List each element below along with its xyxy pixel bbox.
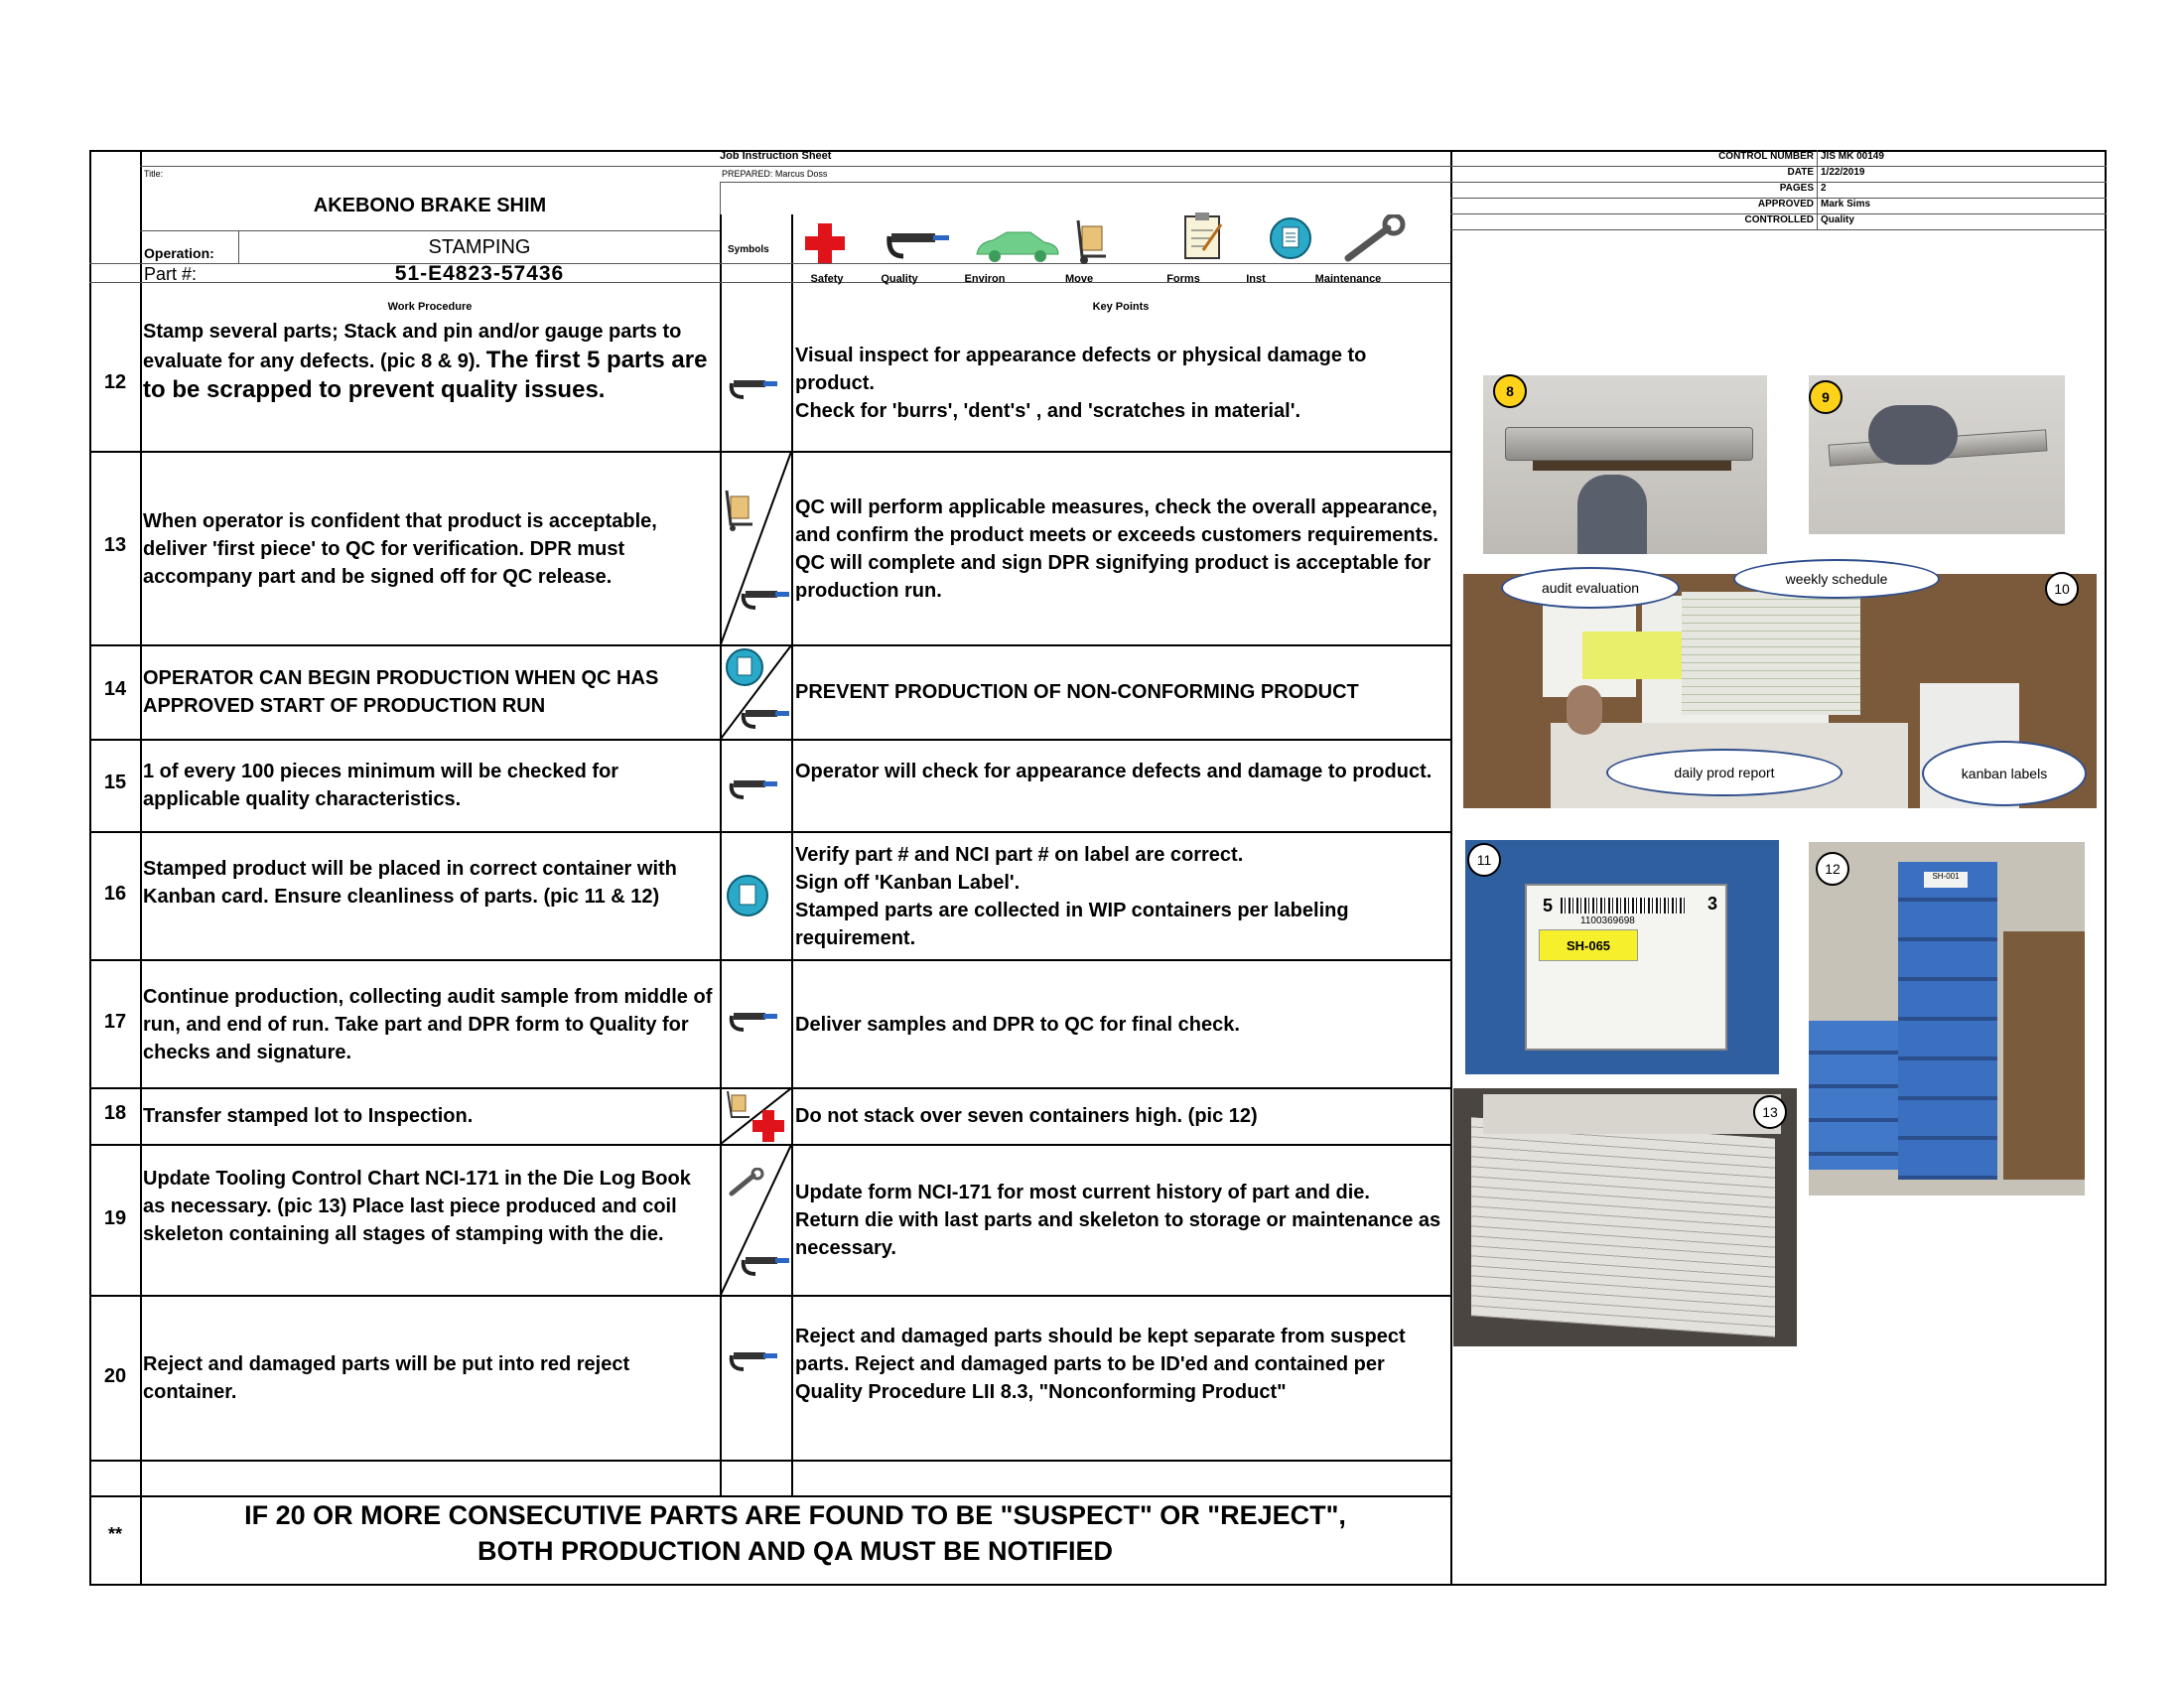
micrometer-icon [728, 1349, 783, 1375]
micrometer-icon [728, 377, 783, 403]
photo-shim-stack [1483, 375, 1767, 554]
red-cross-icon [751, 1108, 786, 1144]
step-number: 18 [103, 1102, 127, 1124]
photo-container-stack: SH-001 [1809, 842, 2085, 1196]
step-procedure-emphasis: The first 5 parts are to be scrapped to prevent quality issues. [143, 347, 708, 403]
step-procedure: Reject and damaged parts will be put into red reject container. [143, 1353, 630, 1403]
step-number: 19 [103, 1207, 127, 1229]
micrometer-icon [740, 1254, 795, 1280]
step-number: 16 [103, 883, 127, 905]
hand-truck-icon [724, 1089, 753, 1123]
photo-number-badge: 10 [2045, 572, 2079, 606]
symbol-label-safety: Safety [810, 273, 844, 285]
step-number: 14 [103, 678, 127, 700]
micrometer-icon [884, 228, 953, 264]
step-key-point: Visual inspect for appearance defects or physical damage to product. Check for 'burrs', 'dent's' , and 'scratches in material'. [795, 345, 1367, 422]
callout-kanban: kanban labels [1922, 741, 2087, 806]
hand-truck-icon [1072, 216, 1112, 266]
operation-value: STAMPING [428, 236, 531, 258]
title-label: Title: [144, 169, 164, 179]
photo-number-badge: 13 [1753, 1095, 1787, 1129]
part-label: Part #: [144, 264, 198, 284]
step-number: 17 [103, 1011, 127, 1033]
step-number: 13 [103, 534, 127, 556]
step-procedure: When operator is confident that product is acceptable, deliver 'first piece' to QC for verification. DPR must accompany part and be signed off for QC release. [143, 510, 657, 588]
red-cross-icon [802, 220, 848, 266]
sheet-part-title: AKEBONO BRAKE SHIM [313, 195, 547, 216]
micrometer-icon [740, 707, 795, 733]
step-key-point: QC will perform applicable measures, check the overall appearance, and confirm the product meets or exceeds customers requirements. QC will complete and sign DPR signifying product is acceptable for production run. [795, 496, 1438, 602]
wrench-icon [728, 1168, 767, 1197]
step-key-point: PREVENT PRODUCTION OF NON-CONFORMING PRODUCT [795, 681, 1359, 703]
step-key-point: Do not stack over seven containers high. (pic 12) [795, 1105, 1258, 1127]
photo-number-badge: 12 [1816, 852, 1849, 886]
symbol-label-forms: Forms [1166, 273, 1200, 285]
photo-number-badge: 9 [1809, 380, 1843, 414]
micrometer-icon [728, 777, 783, 803]
step-procedure: Stamped product will be placed in correct container with Kanban card. Ensure cleanliness of parts. (pic 11 & 12) [143, 858, 677, 908]
step-procedure: Transfer stamped lot to Inspection. [143, 1105, 474, 1127]
step-key-point: Verify part # and NCI part # on label are correct. Sign off 'Kanban Label'. Stamped parts are collected in WIP containers per labeling requirement. [795, 844, 1349, 949]
footer-notice: IF 20 OR MORE CONSECUTIVE PARTS ARE FOUND TO BE "SUSPECT" OR "REJECT", BOTH PRODUCTION AND QA MUST BE NOTIFIED [244, 1500, 1346, 1566]
step-procedure: Update Tooling Control Chart NCI-171 in the Die Log Book as necessary. (pic 13) Place last piece produced and coil skeleton containing all stages of stamping with the die. [143, 1168, 691, 1245]
car-icon [973, 228, 1062, 264]
photo-number-badge: 8 [1493, 374, 1527, 408]
cell-divider-line [721, 452, 791, 644]
sheet-title: Job Instruction Sheet [720, 150, 832, 162]
step-procedure: OPERATOR CAN BEGIN PRODUCTION WHEN QC HAS APPROVED START OF PRODUCTION RUN [143, 667, 659, 717]
symbol-label-maintenance: Maintenance [1314, 273, 1382, 285]
symbol-label-move: Move [1064, 273, 1094, 285]
callout-audit: audit evaluation [1501, 567, 1680, 609]
step-number: 12 [103, 371, 127, 393]
step-number: 15 [103, 772, 127, 793]
operation-label: Operation: [144, 245, 214, 261]
key-points-header: Key Points [1092, 301, 1150, 313]
wrench-icon [1338, 214, 1418, 264]
step-key-point: Operator will check for appearance defects and damage to product. [795, 761, 1433, 782]
clipboard-icon [1181, 211, 1225, 262]
step-key-point: Update form NCI-171 for most current history of part and die. Return die with last parts and skeleton to storage or maintenance as necessary. [795, 1182, 1441, 1259]
callout-weekly: weekly schedule [1733, 559, 1940, 599]
photo-die-log-book [1453, 1088, 1797, 1346]
step-procedure: Stamp several parts; Stack and pin and/or gauge parts to evaluate for any defects. (pic 8 & 9). The first 5 parts are to be scrapped to prevent quality issues. [143, 321, 708, 403]
callout-daily: daily prod report [1606, 749, 1843, 796]
footer-marker: ** [107, 1524, 122, 1544]
photo-kanban-label: 5 3 1100369698 SH-065 [1465, 840, 1779, 1074]
document-icon [1269, 216, 1312, 260]
step-procedure: Continue production, collecting audit sample from middle of run, and end of run. Take part and DPR form to Quality for checks and signature. [143, 986, 713, 1063]
symbol-label-environ: Environ [964, 273, 1006, 285]
symbol-label-inst: Inst [1246, 273, 1266, 285]
photo-number-badge: 11 [1467, 843, 1501, 877]
document-icon [726, 874, 769, 917]
symbols-label: Symbols [728, 244, 769, 255]
step-key-point: Deliver samples and DPR to QC for final check. [795, 1014, 1240, 1036]
part-number: 51-E4823-57436 [394, 262, 565, 285]
step-number: 20 [103, 1365, 127, 1387]
prepared-by: PREPARED: Marcus Doss [722, 169, 828, 179]
work-procedure-header: Work Procedure [387, 301, 473, 313]
hand-truck-icon [722, 489, 757, 532]
micrometer-icon [740, 588, 795, 614]
step-key-point: Reject and damaged parts should be kept separate from suspect parts. Reject and damaged parts to be ID'ed and contained per Quality Procedure LII 8.3, "Nonconforming Product" [795, 1326, 1406, 1403]
photo-shim-hand [1809, 375, 2065, 534]
step-procedure: 1 of every 100 pieces minimum will be checked for applicable quality characteristics. [143, 761, 619, 810]
document-icon [725, 647, 764, 687]
micrometer-icon [728, 1010, 783, 1036]
symbol-label-quality: Quality [881, 273, 918, 285]
